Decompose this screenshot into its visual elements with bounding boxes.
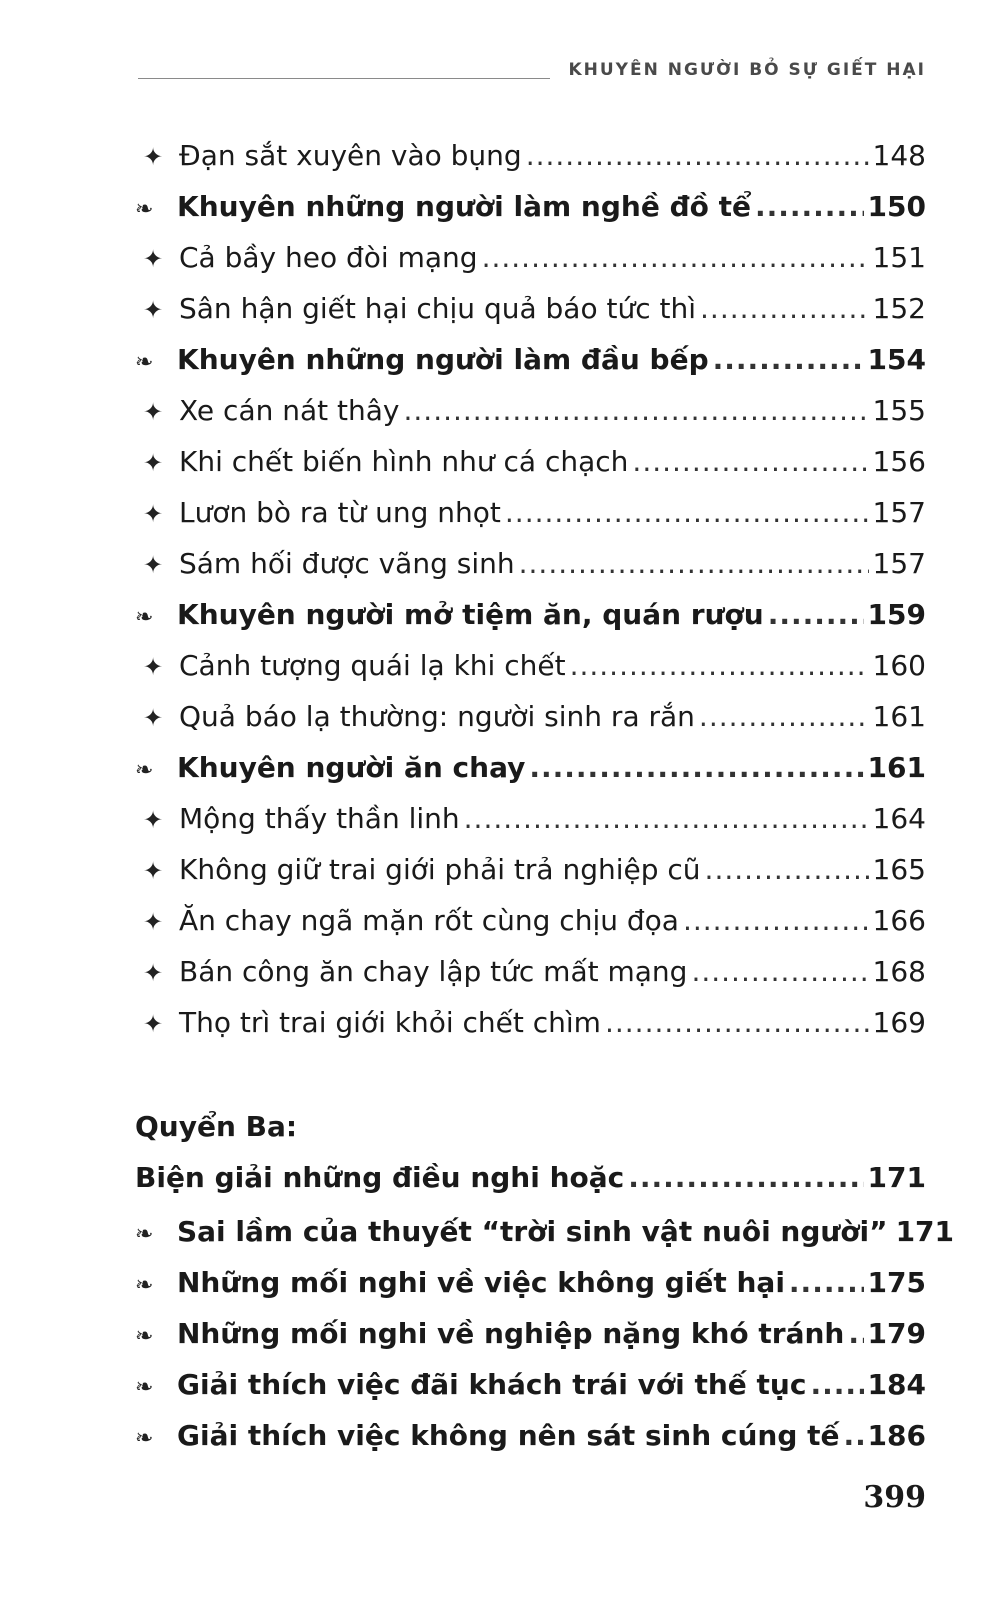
part-title: Biện giải những điều nghi hoặc <box>135 1161 625 1194</box>
entry-page-number: 186 <box>867 1419 926 1452</box>
sparkle-icon: ✦ <box>143 704 164 732</box>
entry-title: Mộng thấy thần linh <box>179 802 460 835</box>
floral-heart-icon: ❧ <box>135 350 154 375</box>
entry-page-number: 148 <box>872 139 926 172</box>
entry-title: Những mối nghi về việc không giết hại <box>177 1266 785 1299</box>
toc-chapter-entry <box>135 1308 926 1359</box>
toc-chapter-entry <box>135 181 926 232</box>
entry-page-number: 161 <box>867 751 926 784</box>
dot-leader <box>699 691 869 742</box>
toc-subentry <box>135 640 926 691</box>
entry-title: Sai lầm của thuyết “trời sinh vật nuôi người” <box>177 1215 888 1248</box>
entry-page-number: 166 <box>872 904 926 937</box>
section-quyen-ba <box>135 1104 955 1461</box>
entry-page-number: 175 <box>867 1266 926 1299</box>
toc-subentry <box>135 487 926 538</box>
entry-page-number: 171 <box>895 1215 955 1248</box>
sparkle-icon: ✦ <box>143 500 164 528</box>
toc-chapter-entry <box>135 1359 926 1410</box>
entry-title: Những mối nghi về nghiệp nặng khó tránh <box>177 1317 845 1350</box>
entry-title: Đạn sắt xuyên vào bụng <box>179 139 522 172</box>
page-number: 399 <box>863 1480 926 1515</box>
toc-subentry <box>135 793 926 844</box>
floral-heart-icon: ❧ <box>135 1324 154 1349</box>
dot-leader <box>628 1150 863 1206</box>
floral-heart-icon: ❧ <box>135 605 154 630</box>
section-entries <box>135 1206 955 1461</box>
toc-subentry <box>135 895 926 946</box>
toc-subentry <box>135 997 926 1048</box>
entry-page-number: 169 <box>872 1006 926 1039</box>
entry-page-number: 156 <box>872 445 926 478</box>
entry-title: Quả báo lạ thường: người sinh ra rắn <box>179 700 695 733</box>
entry-page-number: 151 <box>872 241 926 274</box>
dot-leader <box>768 589 864 640</box>
entry-title: Sân hận giết hại chịu quả báo tức thì <box>179 292 697 325</box>
sparkle-icon: ✦ <box>143 398 164 426</box>
toc-subentry <box>135 283 926 334</box>
dot-leader <box>789 1257 864 1308</box>
entry-page-number: 161 <box>872 700 926 733</box>
toc-entries <box>135 130 926 1048</box>
toc-chapter-entry <box>135 334 926 385</box>
sparkle-icon: ✦ <box>143 143 164 171</box>
toc-subentry <box>135 130 926 181</box>
entry-title: Khuyên người mở tiệm ăn, quán rượu <box>177 598 764 631</box>
entry-page-number: 184 <box>867 1368 926 1401</box>
dot-leader <box>713 334 864 385</box>
floral-heart-icon: ❧ <box>135 1426 154 1451</box>
dot-leader <box>526 130 869 181</box>
sparkle-icon: ✦ <box>143 857 164 885</box>
entry-page-number: 165 <box>872 853 926 886</box>
entry-title: Lươn bò ra từ ung nhọt <box>179 496 501 529</box>
entry-title: Khuyên người ăn chay <box>177 751 526 784</box>
entry-page-number: 150 <box>867 190 926 223</box>
entry-page-number: 159 <box>867 598 926 631</box>
toc-subentry <box>135 946 926 997</box>
dot-leader <box>844 1410 864 1461</box>
table-of-contents <box>135 130 955 1461</box>
toc-chapter-entry <box>135 1206 955 1257</box>
dot-leader <box>505 487 869 538</box>
sparkle-icon: ✦ <box>143 959 164 987</box>
entry-title: Không giữ trai giới phải trả nghiệp cũ <box>179 853 701 886</box>
dot-leader <box>570 640 869 691</box>
entry-title: Cả bầy heo đòi mạng <box>179 241 478 274</box>
sparkle-icon: ✦ <box>143 296 164 324</box>
sparkle-icon: ✦ <box>143 806 164 834</box>
toc-subentry <box>135 436 926 487</box>
toc-chapter-entry <box>135 1410 926 1461</box>
toc-chapter-entry <box>135 589 926 640</box>
entry-page-number: 155 <box>872 394 926 427</box>
dot-leader <box>700 283 869 334</box>
toc-chapter-entry <box>135 1257 926 1308</box>
toc-subentry <box>135 232 926 283</box>
entry-page-number: 179 <box>867 1317 926 1350</box>
toc-subentry <box>135 691 926 742</box>
dot-leader <box>848 1308 863 1359</box>
dot-leader <box>755 181 864 232</box>
floral-heart-icon: ❧ <box>135 758 154 783</box>
entry-title: Sám hối được vãng sinh <box>179 547 515 580</box>
entry-title: Giải thích việc đãi khách trái với thế tục <box>177 1368 807 1401</box>
entry-page-number: 157 <box>872 547 926 580</box>
entry-page-number: 168 <box>872 955 926 988</box>
toc-chapter-entry <box>135 742 926 793</box>
dot-leader <box>632 436 868 487</box>
entry-page-number: 154 <box>867 343 926 376</box>
dot-leader <box>683 895 869 946</box>
dot-leader <box>519 538 869 589</box>
toc-subentry <box>135 538 926 589</box>
floral-heart-icon: ❧ <box>135 1222 154 1247</box>
dot-leader <box>705 844 869 895</box>
running-head-title: KHUYÊN NGƯỜI BỎ SỰ GIẾT HẠI <box>568 60 926 80</box>
dot-leader <box>482 232 869 283</box>
entry-title: Xe cán nát thây <box>179 394 400 427</box>
entry-title: Bán công ăn chay lập tức mất mạng <box>179 955 688 988</box>
entry-title: Cảnh tượng quái lạ khi chết <box>179 649 566 682</box>
entry-page-number: 160 <box>872 649 926 682</box>
part-entry <box>135 1150 926 1206</box>
dot-leader <box>464 793 869 844</box>
part-page-number: 171 <box>867 1161 926 1194</box>
sparkle-icon: ✦ <box>143 245 164 273</box>
entry-title: Giải thích việc không nên sát sinh cúng tế <box>177 1419 840 1452</box>
dot-leader <box>691 946 868 997</box>
toc-subentry <box>135 844 926 895</box>
entry-title: Khuyên những người làm đầu bếp <box>177 343 709 376</box>
sparkle-icon: ✦ <box>143 551 164 579</box>
toc-subentry <box>135 385 926 436</box>
floral-heart-icon: ❧ <box>135 1375 154 1400</box>
dot-leader <box>810 1359 863 1410</box>
entry-page-number: 157 <box>872 496 926 529</box>
entry-title: Khi chết biến hình như cá chạch <box>179 445 629 478</box>
running-head <box>138 58 926 88</box>
dot-leader <box>529 742 863 793</box>
sparkle-icon: ✦ <box>143 1010 164 1038</box>
floral-heart-icon: ❧ <box>135 197 154 222</box>
entry-page-number: 164 <box>872 802 926 835</box>
entry-page-number: 152 <box>872 292 926 325</box>
floral-heart-icon: ❧ <box>135 1273 154 1298</box>
entry-title: Khuyên những người làm nghề đồ tể <box>177 190 751 223</box>
entry-title: Ăn chay ngã mặn rốt cùng chịu đọa <box>179 904 679 937</box>
header-rule <box>138 78 550 79</box>
dot-leader <box>404 385 869 436</box>
dot-leader <box>605 997 869 1048</box>
sparkle-icon: ✦ <box>143 653 164 681</box>
sparkle-icon: ✦ <box>143 449 164 477</box>
section-heading: Quyển Ba: <box>135 1110 298 1143</box>
sparkle-icon: ✦ <box>143 908 164 936</box>
entry-title: Thọ trì trai giới khỏi chết chìm <box>179 1006 601 1039</box>
